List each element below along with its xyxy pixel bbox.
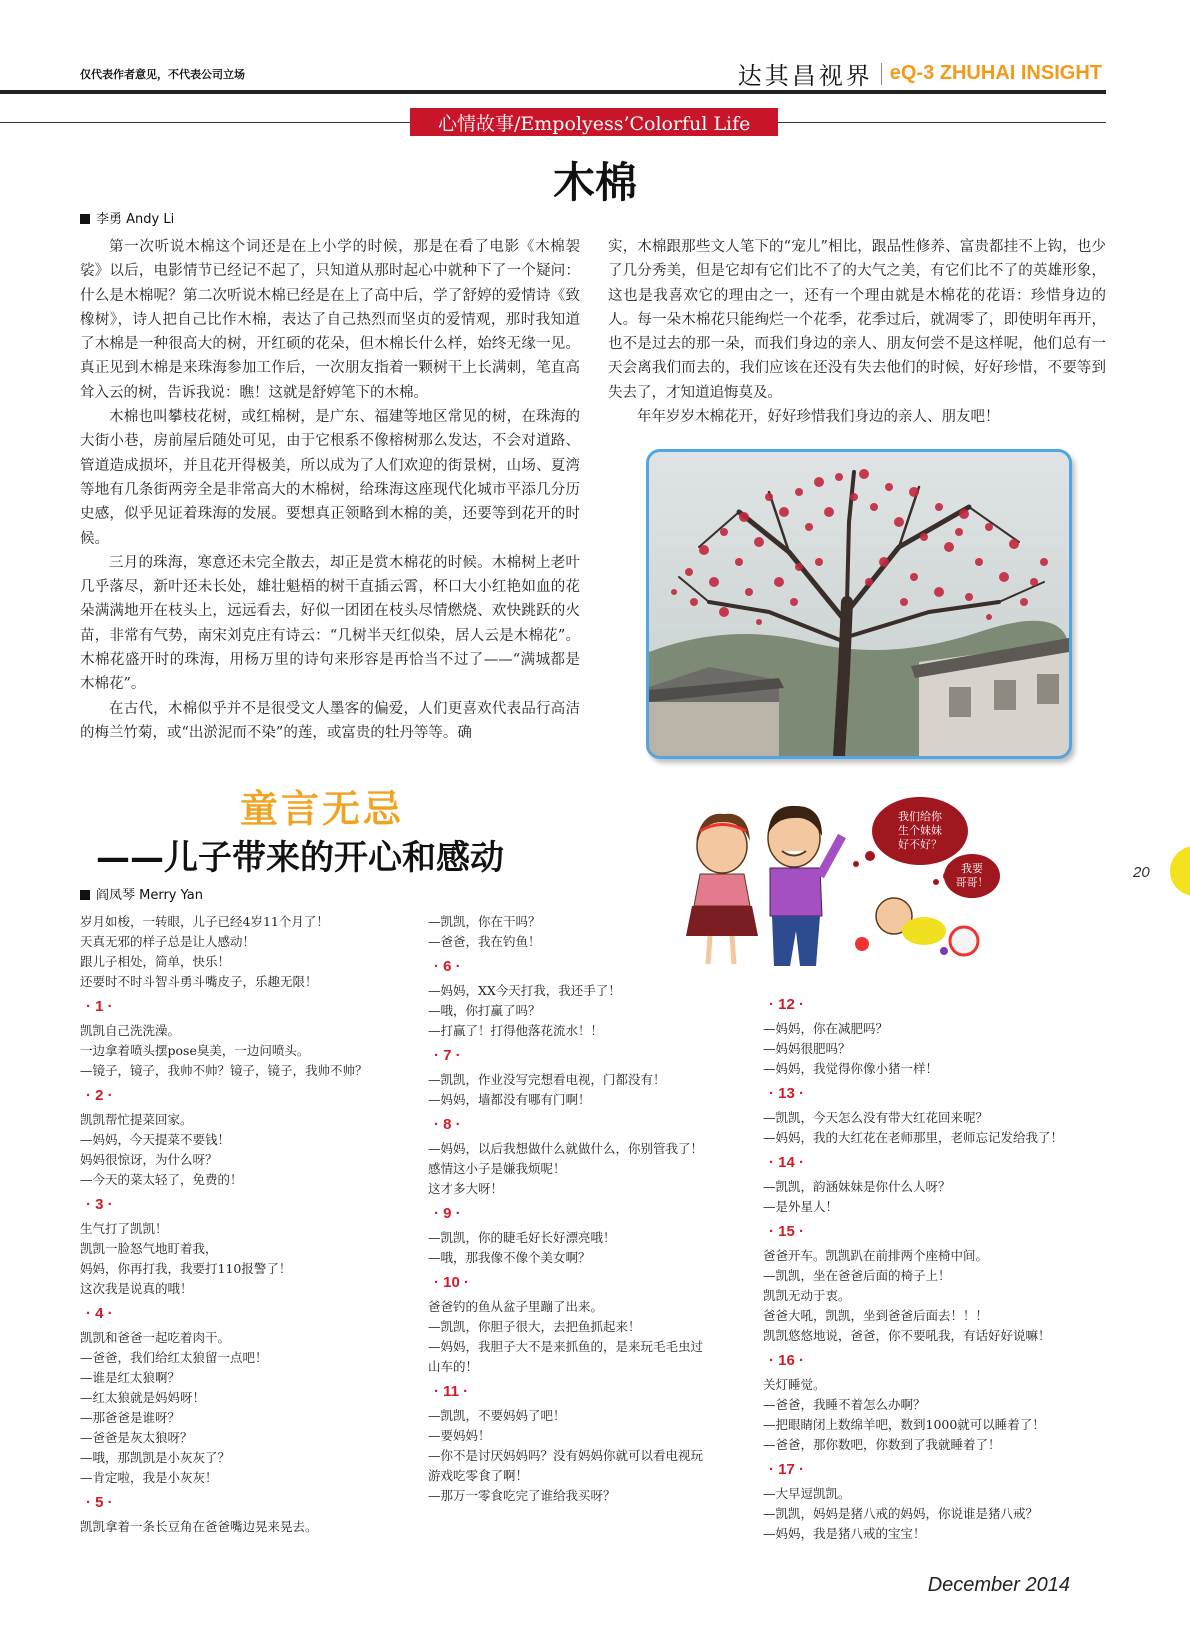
cartoon-bubble2-line2: 哥哥！ [955,876,989,889]
masthead [738,56,1102,91]
anecdote-line: 游戏吃零食了啊！ [428,1468,529,1483]
anecdote-line: —妈妈，我胆子大不是来抓鱼的，是来玩毛毛虫过 [428,1339,704,1354]
anecdote-line: 凯凯帮忙提菜回家。 [80,1112,193,1127]
anecdote-line: 跟儿子相处，简单，快乐！ [80,954,231,969]
anecdote-line: —爸爸，我在钓鱼！ [428,934,541,949]
anecdote-line: —凯凯，不要妈妈了吧！ [428,1408,566,1423]
page-number: 20 [1133,864,1150,881]
anecdote-number: · 14 · [769,1154,805,1171]
anecdote-line: —谁是红太狼啊？ [80,1370,181,1385]
anecdote-line: —妈妈，以后我想做什么就做什么，你别管我了！ [428,1141,704,1156]
anecdote-line: —爸爸，我们给红太狼留一点吧！ [80,1350,268,1365]
anecdote-line: 爸爸开车。凯凯趴在前排两个座椅中间。 [763,1248,989,1263]
anecdote-number: · 15 · [769,1223,805,1240]
anecdote-line: —凯凯，坐在爸爸后面的椅子上！ [763,1268,951,1283]
anecdote-line: —妈妈，墙都没有哪有门啊！ [428,1092,591,1107]
anecdote-line: —那万一零食吃完了谁给我买呀？ [428,1488,616,1503]
anecdote-line: —爸爸是灰太狼呀？ [80,1430,193,1445]
article2-title: 童言无忌 [240,787,405,831]
article1-author: 李勇 Andy Li [96,212,175,227]
anecdote-line: 妈妈很惊讶，为什么呀？ [80,1152,218,1167]
anecdote-number: · 10 · [434,1274,470,1291]
anecdote-line: —爸爸，那你数吧，你数到了我就睡着了！ [763,1437,1001,1452]
anecdote-line: —凯凯，你胆子很大，去把鱼抓起来！ [428,1319,641,1334]
cartoon-bubble1-line2: 生个妹妹 [898,824,942,837]
anecdote-line: —你不是讨厌妈妈吗？没有妈妈你就可以看电视玩 [428,1448,704,1463]
anecdote-line: —是外星人！ [763,1199,839,1214]
anecdote-line: —大早逗凯凯。 [763,1486,851,1501]
article2-subtitle: ——儿子带来的开心和感动 [96,838,504,878]
anecdote-line: —凯凯，妈妈是猪八戒的妈妈，你说谁是猪八戒？ [763,1506,1039,1521]
anecdote-number: · 12 · [769,996,805,1013]
page-tab [1170,846,1190,896]
article1-paragraph: 第一次听说木棉这个词还是在上小学的时候，那是在看了电影《木棉袈裟》以后，电影情节已经记不起了，只知道从那时起心中就种下了一个疑问：什么是木棉呢？第二次听说木棉已经是在上了高中后，学了舒婷的爱情诗《致橡树》，诗人把自己比作木棉，表达了自己热烈而坚贞的爱情观，那时我知道了木棉是一种很高大的树，开红硕的花朵，但木棉长什么样，始终无缘一见。真正见到木棉是来珠海参加工作后，一次朋友指着一颗树干上长满刺，笔直高耸入云的树，告诉我说：瞧！这就是舒婷笔下的木棉。 [80,239,580,401]
kapok-tree-photo [646,449,1072,759]
masthead-divider [881,63,882,85]
anecdote-line: —镜子，镜子，我帅不帅？镜子，镜子，我帅不帅？ [80,1063,368,1078]
anecdote-line: 这次我是说真的哦！ [80,1281,193,1296]
masthead-cn: 达其昌视界 [737,62,873,90]
anecdotes-column-1 [80,912,400,1537]
section-tag: 心情故事/Empolyess’Colorful Life [410,108,778,136]
anecdote-line: 感情这小子是嫌我烦呢！ [428,1161,566,1176]
anecdote-line: —凯凯，作业没写完想看电视，门都没有！ [428,1072,666,1087]
anecdotes-column-2 [428,912,748,1506]
byline-square-icon [80,890,90,900]
anecdote-number: · 13 · [769,1085,805,1102]
byline-square-icon [80,214,90,224]
anecdote-line: 凯凯自己洗洗澡。 [80,1023,181,1038]
kapok-tree-image [649,452,1069,756]
anecdote-number: · 8 · [434,1116,461,1133]
anecdotes-column-3 [763,990,1106,1544]
anecdote-number: · 4 · [86,1305,113,1322]
anecdote-number: · 3 · [86,1196,113,1213]
anecdote-line: —那爸爸是谁呀？ [80,1410,181,1425]
anecdote-line: 凯凯和爸爸一起吃着肉干。 [80,1330,231,1345]
anecdote-line: 山车的！ [428,1359,479,1374]
anecdote-line: —妈妈，今天提菜不要钱！ [80,1132,231,1147]
anecdote-line: 天真无邪的样子总是让人感动！ [80,934,256,949]
anecdote-line: 凯凯一脸怒气地盯着我， [80,1241,218,1256]
article1-right-column [608,235,1106,429]
anecdote-number: · 9 · [434,1205,461,1222]
anecdote-line: —妈妈，我的大红花在老师那里，老师忘记发给我了！ [763,1130,1064,1145]
cartoon-bubble1-line3: 好不好？ [898,838,942,851]
anecdote-line: 爸爸大吼，凯凯，坐到爸爸后面去！！！ [763,1308,989,1323]
anecdote-line: —凯凯，今天怎么没有带大红花回来呢？ [763,1110,989,1125]
anecdote-line: —哦，你打赢了吗？ [428,1003,541,1018]
anecdote-line: —妈妈，你在减肥吗？ [763,1021,889,1036]
anecdote-line: 凯凯悠悠地说，爸爸，你不要吼我，有话好好说嘛！ [763,1328,1051,1343]
anecdote-number: · 6 · [434,958,461,975]
article1-left-column [80,235,580,745]
anecdote-line: 关灯睡觉。 [763,1377,826,1392]
anecdote-number: · 11 · [434,1383,469,1400]
article1-byline [80,208,174,227]
anecdote-number: · 16 · [769,1352,805,1369]
anecdote-line: 妈妈，你再打我，我要打110报警了！ [80,1261,292,1276]
anecdote-line: —妈妈，XX今天打我，我还手了！ [428,983,621,998]
masthead-en: eQ-3 ZHUHAI INSIGHT [889,62,1102,84]
anecdote-line: —要妈妈！ [428,1428,491,1443]
anecdote-line: 这才多大呀！ [428,1181,504,1196]
cartoon-bubble2-line1: 我要 [961,862,983,875]
anecdote-line: —妈妈很肥吗？ [763,1041,851,1056]
anecdote-line: —打赢了！打得他落花流水！！ [428,1023,604,1038]
anecdote-number: · 2 · [86,1087,113,1104]
anecdote-number: · 17 · [769,1461,805,1478]
article1-paragraph: 在古代，木棉似乎并不是很受文人墨客的偏爱，人们更喜欢代表品行高洁的梅兰竹菊，或“出淤泥而不染”的莲，或富贵的牡丹等等。确 [80,700,580,741]
anecdote-number: · 5 · [86,1494,113,1511]
anecdote-line: —把眼睛闭上数绵羊吧，数到1000就可以睡着了！ [763,1417,1045,1432]
header-rule [0,90,1106,94]
anecdote-line: —凯凯，韵涵妹妹是你什么人呀？ [763,1179,951,1194]
anecdote-line: 凯凯无动于衷。 [763,1288,851,1303]
anecdote-line: —爸爸，我睡不着怎么办啊？ [763,1397,926,1412]
anecdote-line: —妈妈，我觉得你像小猪一样！ [763,1061,939,1076]
anecdote-number: · 7 · [434,1047,461,1064]
article2-author: 阎凤琴 Merry Yan [96,888,203,903]
anecdote-line: —哦，那凯凯是小灰灰了？ [80,1450,231,1465]
anecdote-line: 还要时不时斗智斗勇斗嘴皮子，乐趣无限！ [80,974,318,989]
anecdote-line: —哦，那我像不像个美女啊？ [428,1250,591,1265]
anecdote-line: 爸爸钓的鱼从盆子里蹦了出来。 [428,1299,604,1314]
article2-byline [80,884,203,903]
article1-paragraph: 三月的珠海，寒意还未完全散去，却正是赏木棉花的时候。木棉树上老叶几乎落尽，新叶还未长处，雄壮魁梧的树干直插云霄，杯口大小红艳如血的花朵满满地开在枝头上，远远看去，好似一团团在枝头尽情燃烧、欢快跳跃的火苗，非常有气势，南宋刘克庄有诗云：“几树半天红似染，居人云是木棉花”。木棉花盛开时的珠海，用杨万里的诗句来形容是再恰当不过了——“满城都是木棉花”。 [80,554,580,693]
anecdote-line: —红太狼就是妈妈呀！ [80,1390,206,1405]
anecdote-line: 生气打了凯凯！ [80,1221,168,1236]
anecdote-line: 一边拿着喷头摆pose臭美，一边问喷头。 [80,1043,310,1058]
anecdote-line: 凯凯拿着一条长豆角在爸爸嘴边晃来晃去。 [80,1519,318,1534]
article1-title: 木棉 [552,158,637,207]
anecdote-line: —凯凯，你在干吗？ [428,914,541,929]
issue-date: December 2014 [927,1574,1070,1596]
anecdote-line: —妈妈，我是猪八戒的宝宝！ [763,1526,926,1541]
article1-paragraph: 木棉也叫攀枝花树，或红棉树，是广东、福建等地区常见的树，在珠海的大街小巷，房前屋后随处可见，由于它根系不像榕树那么发达，不会对道路、管道造成损坏，并且花开得极美，所以成为了人们欢迎的街景树，山场、夏湾等地有几条街两旁全是非常高大的木棉树，给珠海这座现代化城市平添几分历史感，似乎见证着珠海的发展。要想真正领略到木棉的美，还要等到花开的时候。 [80,409,580,547]
article1-paragraph: 年年岁岁木棉花开，好好珍惜我们身边的亲人、朋友吧！ [637,409,1000,426]
anecdote-line: 岁月如梭，一转眼，儿子已经4岁11个月了！ [80,914,329,929]
article1-paragraph: 实，木棉跟那些文人笔下的“宠儿”相比，跟品性修养、富贵都挂不上钩，也少了几分秀美，但是它却有它们比不了的大气之美，有它们比不了的英雄形象，这也是我喜欢它的理由之一，还有一个理由就是木棉花的花语：珍惜身边的人。每一朵木棉花只能绚烂一个花季，花季过后，就凋零了，即使明年再开，也不是过去的那一朵，而我们身边的亲人、朋友何尝不是这样呢，他们总有一天会离我们而去的，我们应该在还没有失去他们的时候，好好珍惜，不要等到失去了，才知道追悔莫及。 [608,239,1106,401]
anecdote-line: —肯定啦，我是小灰灰！ [80,1470,218,1485]
cartoon-bubble1-line1: 我们给你 [898,810,942,823]
disclaimer: 仅代表作者意见，不代表公司立场 [80,68,245,81]
anecdote-line: —凯凯，你的睫毛好长好漂亮哦！ [428,1230,616,1245]
anecdote-line: —今天的菜太轻了，免费的！ [80,1172,243,1187]
anecdote-number: · 1 · [86,998,113,1015]
